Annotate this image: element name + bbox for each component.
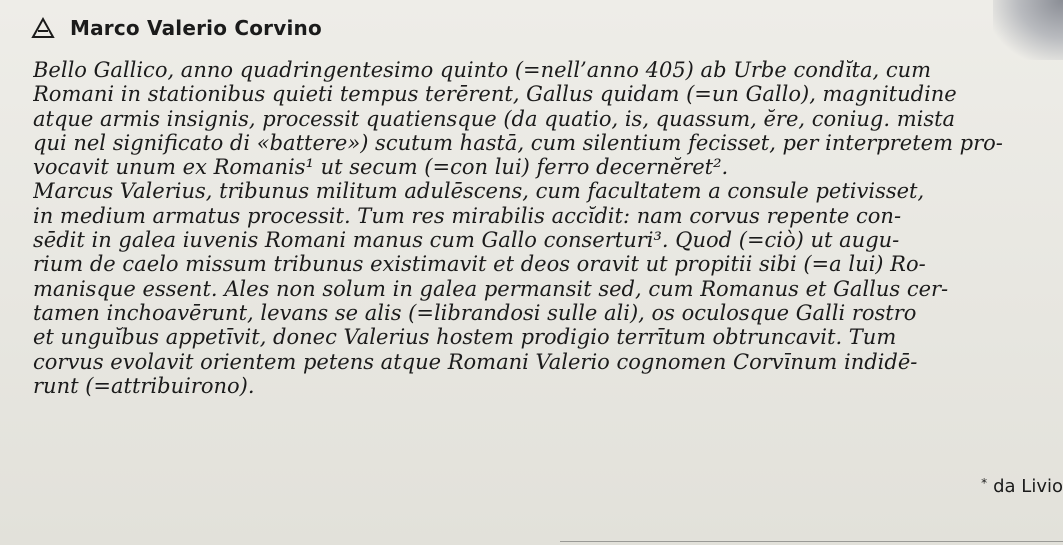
passage-line: sēdit in galea iuvenis Romani manus cum Gallo conserturi³. Quod (=ciò) ut augu- [33, 228, 900, 253]
passage-line: et unguĭbus appetīvit, donec Valerius hostem prodigio terrītum obtruncavit. Tum [33, 325, 897, 350]
document-icon [30, 15, 56, 41]
page-divider [560, 541, 1063, 542]
passage-line: qui nel significato di «battere») scutum hastā, cum silentium fecisset, per interpretem pro- [33, 130, 1003, 155]
passage-line: Romani in stationibus quieti tempus terērent, Gallus quidam (=un Gallo), magnitudine [33, 82, 957, 107]
passage-line: rium de caelo missum tribunus existimavit et deos oravit ut propitii sibi (=a lui) Ro- [33, 252, 926, 277]
latin-passage [33, 58, 1063, 398]
passage-line: manisque essent. Ales non solum in galea permansit sed, cum Romanus et Gallus cer- [33, 276, 949, 301]
passage-line: Marcus Valerius, tribunus militum adulēscens, cum facultatem a consule petivisset, [33, 179, 925, 204]
passage-line: corvus evolavit orientem petens atque Romani Valerio cognomen Corvīnum indidē- [33, 349, 918, 374]
source-mark: * [981, 476, 988, 490]
exercise-header [30, 8, 322, 48]
page-corner-shadow [993, 0, 1063, 60]
passage-line: atque armis insignis, processit quatiensque (da quatio, is, quassum, ĕre, coniug. mista [33, 106, 956, 131]
passage-line: runt (=attribuirono). [33, 373, 255, 398]
page-title: Marco Valerio Corvino [70, 16, 322, 40]
passage-line: tamen inchoavērunt, levans se alis (=librandosi sulle ali), os oculosque Galli rostro [33, 300, 917, 325]
source-attribution [981, 476, 1063, 497]
passage-line: vocavit unum ex Romanis¹ ut secum (=con lui) ferro decernĕret². [33, 155, 729, 180]
source-label: da Livio [993, 476, 1063, 497]
passage-line: Bello Gallico, anno quadringentesimo quinto (=nell’anno 405) ab Urbe condĭta, cum [33, 58, 932, 82]
passage-line: in medium armatus processit. Tum res mirabilis accĭdit: nam corvus repente con- [33, 203, 902, 228]
